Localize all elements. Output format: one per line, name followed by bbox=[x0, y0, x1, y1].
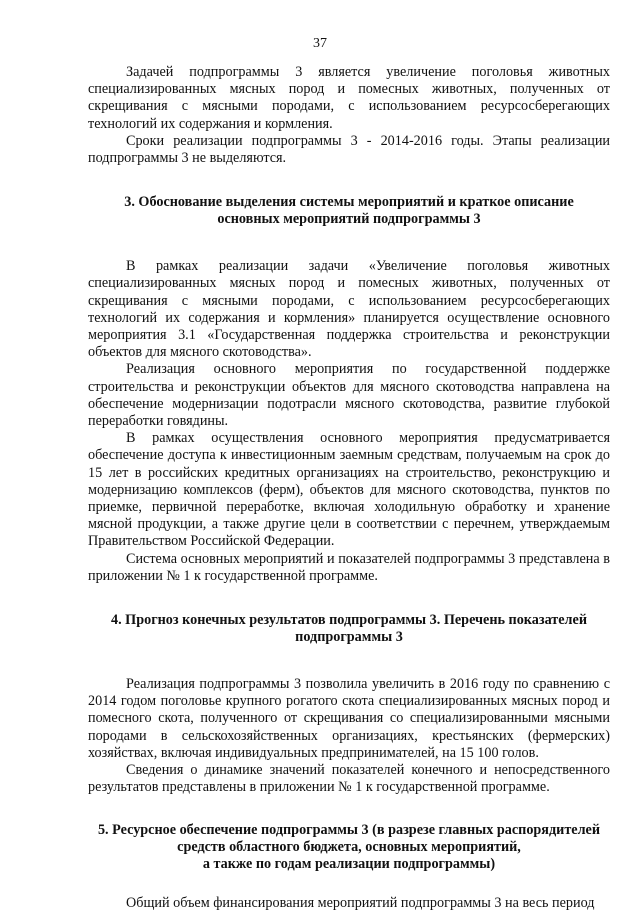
paragraph-indicators-reference: Сведения о динамике значений показателей конечного и непосредственного результатов представлены в приложении № 1 к государственной программе. bbox=[88, 762, 610, 796]
paragraph-timeline: Сроки реализации подпрограммы 3 - 2014-2016 годы. Этапы реализации подпрограммы 3 не выделяются. bbox=[88, 132, 610, 167]
paragraph-investment-access: В рамках осуществления основного мероприятия предусматривается обеспечение доступа к инвестиционным заемным средствам, получаемым на срок до 15 лет в российских кредитных организациях на строительство, реконструкцию и модернизацию комплексов (ферм), объектов для мясного скотоводства, пунктов по приемке, первичной переработке, включая холодильную обработку и хранение мясной продукции, а также другие цели в соответствии с перечнем, утверждаемым Правительством Российской Федерации. bbox=[88, 430, 610, 550]
paragraph-objective: Задачей подпрограммы 3 является увеличение поголовья животных специализированных мясных пород и помесных животных, полученных от скрещивания с мясными породами, с использованием ресурсосберегающих технологий их содержания и кормления. bbox=[88, 64, 610, 132]
section-heading-5-line1: 5. Ресурсное обеспечение подпрограммы 3 (в разрезе главных распорядителей bbox=[97, 821, 601, 838]
section-heading-5-line2: средств областного бюджета, основных мероприятий, bbox=[177, 838, 521, 855]
page-content bbox=[88, 64, 610, 912]
section-heading-4-line2: подпрограммы 3 bbox=[295, 629, 403, 646]
section-heading-5-line3: а также по годам реализации подпрограммы) bbox=[202, 855, 496, 872]
section-heading-5 bbox=[88, 822, 610, 873]
page-number: 37 bbox=[313, 36, 327, 51]
section-heading-3-line1: 3. Обоснование выделения системы мероприятий и краткое описание bbox=[124, 194, 574, 211]
paragraph-forecast: Реализация подпрограммы 3 позволила увеличить в 2016 году по сравнению с 2014 годом поголовье крупного рогатого скота специализированных мясных пород и помесного скота, полученного от скрещивания со специализированными мясными породами в сельскохозяйственных организациях, крестьянских (фермерских) хозяйствах, включая индивидуальных предпринимателей, на 15 100 голов. bbox=[88, 676, 610, 761]
section-heading-3 bbox=[88, 194, 610, 228]
paragraph-funding: Общий объем финансирования мероприятий подпрограммы 3 на весь период bbox=[126, 894, 595, 911]
section-heading-4-line1: 4. Прогноз конечных результатов подпрограммы 3. Перечень показателей bbox=[110, 612, 587, 629]
section-heading-4 bbox=[88, 612, 610, 646]
paragraph-implementation: Реализация основного мероприятия по государственной поддержке строительства и реконструкции объектов для мясного скотоводства направлена на обеспечение модернизации подотрасли мясного скотоводства, развитие глубокой переработки говядины. bbox=[88, 361, 610, 430]
paragraph-measure-3-1: В рамках реализации задачи «Увеличение поголовья животных специализированных мясных пород и помесных животных, полученных от скрещивания с мясными породами, с использованием ресурсосберегающих технологий их содержания и кормления» планируется осуществление основного мероприятия 3.1 «Государственная поддержка строительства и реконструкции объектов для мясного скотоводства». bbox=[88, 258, 610, 361]
section-heading-3-line2: основных мероприятий подпрограммы 3 bbox=[217, 211, 481, 228]
paragraph-system-reference: Система основных мероприятий и показателей подпрограммы 3 представлена в приложении № 1 к государственной программе. bbox=[88, 550, 610, 584]
